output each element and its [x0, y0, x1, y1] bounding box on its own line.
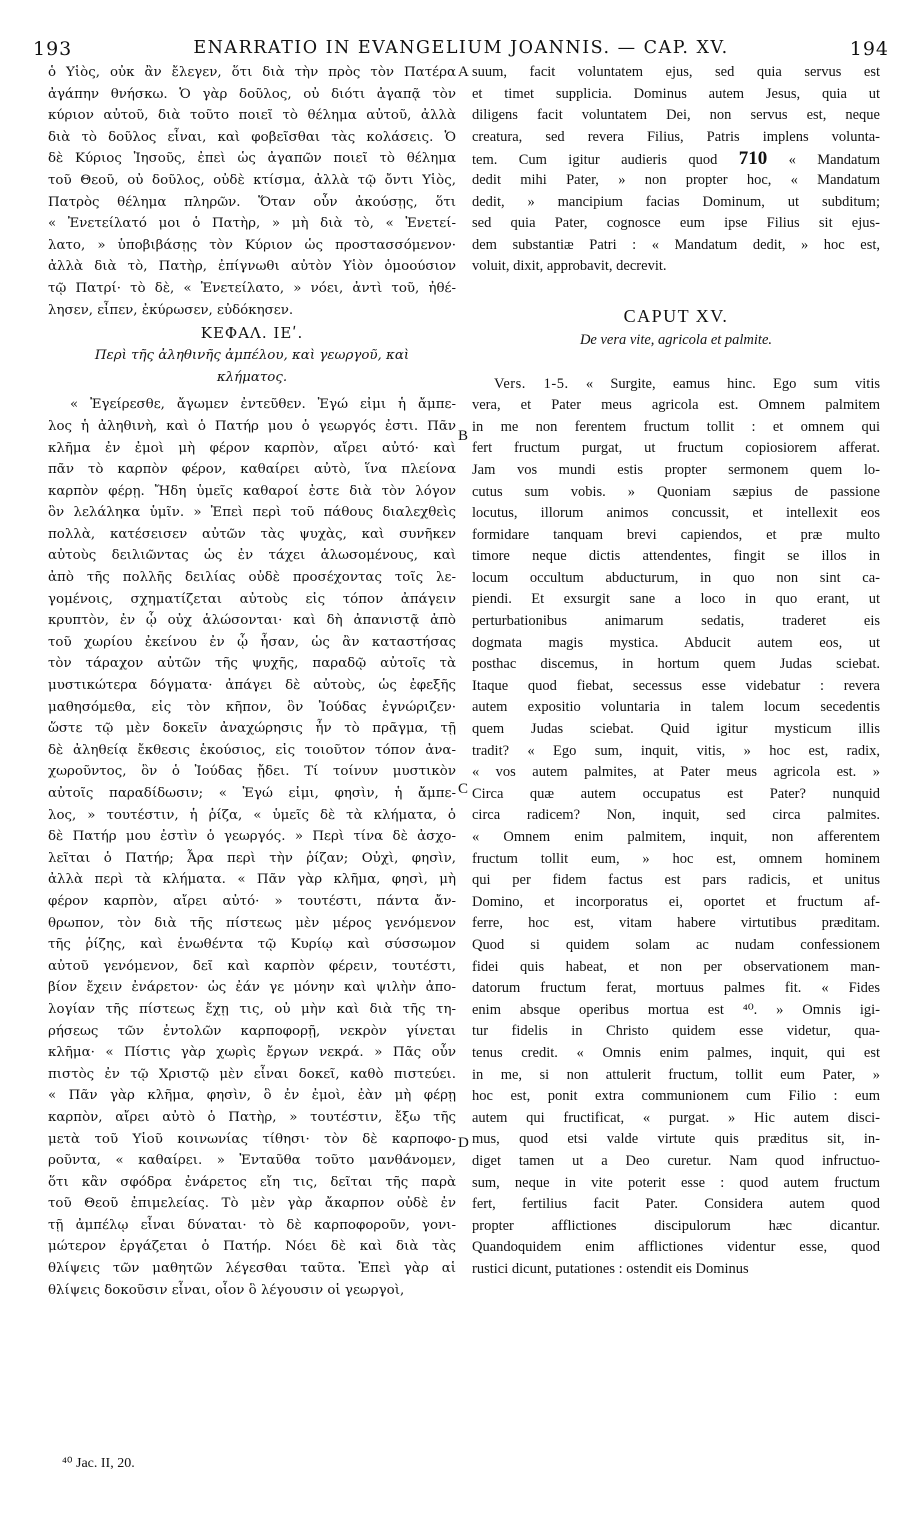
text-line: quem Judas sciebat. Quid igitur mysticum illis — [472, 721, 880, 738]
text-line: ὅτι κἂν σφόδρα ἐνάρετος εἴη τις, δεῖται τῆς παρὰ — [48, 1174, 456, 1190]
text-line — [472, 374, 880, 396]
text-line: rustici dicunt, putationes : ostendit eis Dominus — [472, 1260, 749, 1277]
margin-marker-b: B — [458, 428, 469, 444]
text-line: ἀλλὰ περὶ τὰ κλήματα. « Πᾶν γὰρ κλῆμα, φησὶ, μὴ — [48, 872, 456, 888]
text-line: πιστὸς ἐν τῷ Χριστῷ μὲν εἶναι δοκεῖ, καθὸ πιστεύει. — [48, 1066, 456, 1082]
text-line: et timet supplicia. Dominus autem Jesus, quia ut — [472, 85, 880, 102]
text-line: φέρον καρπὸν, αἴρει αὐτό· » τουτέστι, πάντα ἄν- — [48, 893, 456, 909]
text-line: διὰ τὸ δοῦλος εἶναι, καὶ φοβεῖσθαι τὰς κολάσεις. Ὁ — [48, 129, 456, 145]
text-line: λησεν, εἶπεν, ἐκύρωσεν, εὐδόκησεν. — [48, 302, 294, 318]
text-line: ὥστε τῷ μὲν δοκεῖν ἀναχώρησις ἦν τὸ πρᾶγμα, τῇ — [48, 721, 456, 737]
text-line: δὲ Κύριος Ἰησοῦς, ἐπεὶ ὡς ἀγαπῶν ποιεῖ τὸ θέλημα — [48, 151, 456, 167]
text-line: autem expositio voluntaria in talem locum secedentis — [472, 699, 880, 716]
text-line: τῷ Πατρί· τὸ δὲ, « Ἐνετείλατο, » νόει, ἀντὶ τοῦ, ἠθέ- — [48, 280, 456, 296]
text-line: κύριον αὐτοῦ, διὰ τοῦτο ποιεῖ τὸ θέλημα αὐτοῦ, ἀλλὰ — [48, 108, 456, 124]
text-line: ρήσεως τῶν ἐντολῶν καρποφορῇ, νεκρὸν γίνεται — [48, 1023, 456, 1039]
text-line: tradit? « Ego sum, inquit, vitis, » hoc est, radix, — [472, 742, 880, 759]
page-number-left: 193 — [33, 38, 73, 60]
text-line: dedit, » mancipium facias Dominum, ut subditum; — [472, 193, 880, 210]
text-line: Quod si quidem solam ac nudam confessionem — [472, 936, 880, 953]
text-line: ροῦντα, « καθαίρει. » Ἐνταῦθα τοῦτο μανθάνομεν, — [48, 1153, 456, 1169]
greek-intro — [48, 62, 456, 321]
margin-marker-d: D — [458, 1135, 469, 1151]
text-line: suum, facit voluntatem ejus, sed quia servus est — [472, 64, 880, 80]
text-line: ἀπὸ τῆς πολλῆς δειλίας οὐδὲ προσέχοντας τοῖς λε- — [48, 570, 456, 586]
text-line: fert fructum purgat, ut fructum copiosiorem afferat. — [472, 440, 880, 457]
text-line: circa radicem? Non, inquit, sed circa palmites. — [472, 807, 880, 824]
text-line: ὁ Υἱὸς, οὐκ ἂν ἔλεγεν, ὅτι διὰ τὴν πρὸς τὸν Πατέρα — [48, 65, 456, 80]
text-line: vera, et Pater meus agricola est. Omnem palmitem — [472, 397, 880, 414]
greek-chapter-heading: ΚΕΦΑΛ. ΙΕʹ. — [200, 324, 304, 343]
text-line: λος, » τουτέστιν, ἡ ῥίζα, « ὑμεῖς δὲ τὰ κλήματα, ὁ — [48, 807, 456, 823]
text-line: timore neque dictis attendentes, fingit se illos in — [472, 548, 880, 565]
text-line: Domino, et incorporatus ei, oportet et fructum af- — [472, 893, 880, 910]
text-line: « Omnem enim palmitem, inquit, non afferentem — [472, 829, 880, 845]
text-line: αὐτοῦ γενόμενον, δεῖ καὶ καρπὸν φέρειν, τουτέστι, — [48, 958, 456, 974]
text-line: λεῖται ὁ Πατήρ; Ἆρα περὶ τὴν ῥίζαν; Οὐχὶ, φησὶν, — [48, 850, 456, 866]
text-fragment: « Surgite, eamus hinc. Ego sum vitis — [585, 375, 880, 392]
text-line: « Πᾶν γὰρ κλῆμα, φησὶν, ὃ ἐν ἐμοὶ, ἐὰν μὴ φέρῃ — [48, 1088, 456, 1104]
text-line: κλῆμα· « Πίστις γὰρ χωρὶς ἔργων νεκρά. » Πᾶς οὖν — [48, 1045, 456, 1061]
text-line: γομένοις, σχηματίζεται αὐτοὺς εἰς τόπον ἀπάγειν — [48, 591, 456, 607]
text-line: locum occultum abducturum, in quo non sint ca- — [472, 569, 880, 586]
text-line: τοῦ χωρίου ἐκείνου ἐν ᾧ ἦσαν, ὡς ἂν καταστήσας — [48, 634, 456, 650]
column-number: 710 — [738, 148, 768, 170]
text-line: posthac discemus, in hortum quem Judas sciebat. — [472, 656, 880, 673]
text-line: sed quia Pater, cognosce eum ipse Filius sit ejus- — [472, 215, 880, 232]
text-line: δὲ ἀληθείᾳ ἔκθεσις ἑκούσιος, εἰς τοιοῦτον τόπον ἀνα- — [48, 742, 456, 758]
text-line: ἀλλὰ διὰ τὸ, Πατὴρ, ἐπίγνωθι αὐτὸν Υἱὸν ὁμοούσιον — [48, 259, 456, 275]
text-line: πᾶν τὸ καρπὸν φέρον, καθαίρει αὐτὸ, ἵνα πλείονα — [48, 462, 456, 478]
text-line: « Ἐνετείλατό μοι ὁ Πατὴρ, » μὴ διὰ τὸ, « Ἐνετεί- — [48, 216, 456, 232]
text-line: fert, fertilius facit Pater. Considera autem quod — [472, 1196, 880, 1213]
latin-column — [472, 62, 880, 1280]
text-line: Jam vos mundi estis propter sermonem quem lo- — [472, 461, 880, 478]
text-line: dem substantiæ Patri : « Mandatum dedit, » hoc est, — [472, 236, 880, 253]
text-fragment: « Mandatum — [788, 152, 880, 169]
latin-body — [472, 374, 880, 1281]
text-line: τῇ ἀμπέλῳ εἶναι δύναται· τὸ δὲ καρποφοροῦν, γονι- — [48, 1217, 456, 1233]
text-line: autem qui fructificat, « purgat. » Hic autem disci- — [472, 1109, 880, 1126]
greek-body — [48, 394, 456, 1301]
text-line: αὐτοὺς δειλιῶντας ὡς ἐν τάχει ἁλωσομένους, καὶ — [48, 548, 456, 564]
text-line: formidare tanquam brevi capiendos, et præ multo — [472, 526, 880, 543]
verse-reference: Vers. 1-5. — [494, 375, 569, 392]
text-line: Itaque quod fiebat, secessus esse videbatur : revera — [472, 677, 880, 694]
text-line: datorum fructum ferat, mortuus palmes fit. « Fides — [472, 980, 880, 997]
greek-chapter-subheading — [48, 345, 456, 388]
latin-chapter-subheading: De vera vite, agricola et palmite. — [579, 331, 773, 348]
text-line: diget tamen ut a Deo curetur. Nam quod infructuo- — [472, 1152, 880, 1169]
text-line: καρπὸν φέρῃ. Ἤδη ὑμεῖς καθαροί ἐστε διὰ τὸν λόγον — [48, 483, 456, 499]
text-line: cutus sum vobis. » Quoniam sæpius de passione — [472, 483, 880, 500]
page-header — [33, 38, 889, 62]
text-line: sum, neque in vite poterit esse : quod autem fructum — [472, 1174, 880, 1191]
footnote: ⁴⁰ Jac. II, 20. — [62, 1456, 135, 1471]
text-line: θλίψεις τῶν μαθητῶν λέγεσθαι ταῦτα. Ἐπεὶ γὰρ αἱ — [48, 1261, 456, 1277]
text-line: Quandoquidem enim afflictiones videntur esse, quod — [472, 1239, 880, 1256]
text-line: « vos autem palmites, at Pater meus agricola est. » — [472, 764, 880, 781]
text-line: θρωπον, τὸν διὰ τῆς πίστεως μὲν μέρος γενόμενον — [48, 915, 456, 931]
text-line: hoc est, ponit extra communionem cum Filio : eum — [472, 1088, 880, 1105]
margin-marker-a: A — [458, 64, 469, 80]
text-line: μετὰ τοῦ Υἱοῦ κοινωνίας τίθησι· τὸν δὲ καρποφο- — [48, 1131, 456, 1147]
text-line: τῆς ῥίζης, καὶ ἑνωθέντα τῷ Κυρίῳ καὶ σύσσωμον — [48, 937, 456, 953]
text-line: Circa quæ autem occupatus est Pater? nunquid — [472, 785, 880, 802]
text-line: τὸν τάραχον αὐτῶν τῆς ψυχῆς, παραδῷ αὐτοῖς τὰ — [48, 656, 456, 672]
text-line: μώτερον ἐργάζεται ὁ Πατήρ. Νόει δὲ καὶ διὰ τὰς — [48, 1239, 456, 1255]
text-line: βίον ἔχειν ἐνάρετον· ὡς ἐάν γε μόνην καὶ ψιλὴν ἀπο- — [48, 980, 456, 996]
greek-subheading-line: κλήματος. — [216, 369, 288, 385]
text-line: μαθησόμεθα, εἰς τὸν κῆπον, ὃν Ἰούδας ἐγνώριζεν· — [48, 699, 456, 715]
text-line: κρυπτὸν, ἐν ᾧ οὐχ ἁλώσονται· καὶ δὴ ἀπανιστᾷ ἀπὸ — [48, 613, 456, 629]
text-line: in me, si non attulerit fructum, tollit eum Pater, » — [472, 1066, 880, 1083]
greek-subheading-line: Περὶ τῆς ἀληθινῆς ἀμπέλου, καὶ γεωργοῦ, καὶ — [94, 348, 410, 364]
text-line: qui per fidem factus est pars radicis, et unitus — [472, 872, 880, 889]
text-line: diligens facit voluntatem Dei, non servus est, neque — [472, 107, 880, 124]
text-line: piendi. Et exsurgit sane a loco in quo erant, ut — [472, 591, 880, 608]
text-line: tur fidelis in Christo quidem esse videtur, qua- — [472, 1023, 880, 1040]
text-fragment: tem. Cum igitur audieris quod — [472, 152, 718, 169]
margin-marker-c: C — [458, 781, 469, 797]
text-line: propter afflictiones discipulorum hæc dicantur. — [472, 1217, 880, 1234]
text-line: in me non ferentem fructum tollit : et omnem qui — [472, 418, 880, 435]
text-line: creatura, sed revera Filius, Patris implens volunta- — [472, 128, 880, 145]
text-line: dedit mihi Pater, » non propter hoc, « Mandatum — [472, 171, 880, 188]
page-number-right: 194 — [849, 38, 889, 60]
text-line: χωροῦντος, ὃν ὁ Ἰούδας ᾔδει. Τί τοίνυν μυστικὸν — [48, 764, 456, 780]
text-line — [472, 148, 880, 170]
text-line: λατο, » ὑποβιβάσῃς τὸν Κύριον ὡς προστασσόμενον· — [48, 237, 456, 253]
text-line: τοῦ Θεοῦ, οὐ δοῦλος, οὐδὲ κτίσμα, ἀλλὰ τῷ ὄντι Υἱὸς, — [48, 172, 456, 188]
text-line: « Ἐγείρεσθε, ἄγωμεν ἐντεῦθεν. Ἐγώ εἰμι ἡ ἄμπε- — [70, 397, 456, 413]
text-line: αὐτοῖς παραδίδωσιν; « Ἐγώ εἰμι, φησὶν, ἡ ἄμπε- — [48, 786, 456, 801]
running-title: ENARRATIO IN EVANGELIUM JOANNIS. — CAP. XV. — [193, 38, 729, 58]
text-line: fructum tollit eum, » hoc est, omnem hominem — [472, 850, 880, 867]
text-line: τοῦ Θεοῦ ἐπιμελείας. Τὸ μὲν γὰρ ἄκαρπον οὐδὲ ἐν — [48, 1196, 456, 1212]
text-line: ἀγάπην θνήσκω. Ὁ γὰρ δοῦλος, οὐ διότι ἀγαπᾷ τὸν — [48, 86, 456, 102]
greek-column — [48, 62, 456, 1301]
latin-chapter-heading: CAPUT XV. — [623, 305, 729, 326]
text-line: θλίψεις δοκοῦσιν εἶναι, οἷον ὃ λέγουσιν οἱ γεωργοὶ, — [48, 1282, 405, 1298]
text-line: λος ἡ ἀληθινὴ, καὶ ὁ Πατήρ μου ὁ γεωργός ἐστι. Πᾶν — [48, 418, 456, 434]
text-line: enim absque operibus mortua est ⁴⁰. » Omnis igi- — [472, 1001, 880, 1018]
text-line: καρπὸν, αἴρει αὐτὸ ὁ Πατὴρ, » τουτέστιν, ἔξω τῆς — [48, 1109, 456, 1125]
text-line: tenus credit. « Omnis enim palmes, inquit, qui est — [472, 1044, 880, 1061]
text-line: dogmata magis mystica. Abducit autem eos, ut — [472, 634, 880, 651]
text-line: λογίαν τῆς πίστεως ἔχῃ τις, οὐ μὴν καὶ διὰ τῆς τη- — [48, 1001, 456, 1017]
text-line: κλῆμα ἐν ἐμοὶ μὴ φέρον καρπὸν, αἴρει αὐτό· καὶ — [48, 440, 456, 456]
text-line: voluit, dixit, approbavit, decrevit. — [472, 258, 667, 275]
text-line: μυστικώτερα δόγματα· ἀπάγει δὲ αὐτοὺς, ὡς ἐφεξῆς — [48, 678, 456, 694]
text-line: πολλὰ, κατέσεισεν αὐτῶν τὰς ψυχὰς, καὶ συνῆκεν — [48, 526, 456, 542]
text-line: perturbationibus animarum sedatis, traderet eis — [472, 613, 880, 630]
text-line: locutus, illorum animos concussit, et intellexit eos — [472, 505, 880, 522]
text-line: ὃν λελάληκα ὑμῖν. » Ἐπεὶ περὶ τοῦ πάθους διαλεχθεὶς — [48, 505, 456, 521]
text-line: fidei quis habeat, et non per observationem man- — [472, 958, 880, 975]
text-line: mus, quod etsi valde virtute quis præditus sit, in- — [472, 1131, 880, 1148]
text-line: δὲ Πατήρ μου ἐστὶν ὁ γεωργός. » Περὶ τίνα δὲ ἀσχο- — [48, 829, 456, 845]
latin-intro — [472, 62, 880, 278]
text-line: Πατρὸς θέλημα πληρῶν. Ὅταν οὖν ἀκούσῃς, ὅτι — [48, 194, 456, 210]
text-line: ferre, hoc est, vitam habere virtutibus præditam. — [472, 915, 880, 932]
